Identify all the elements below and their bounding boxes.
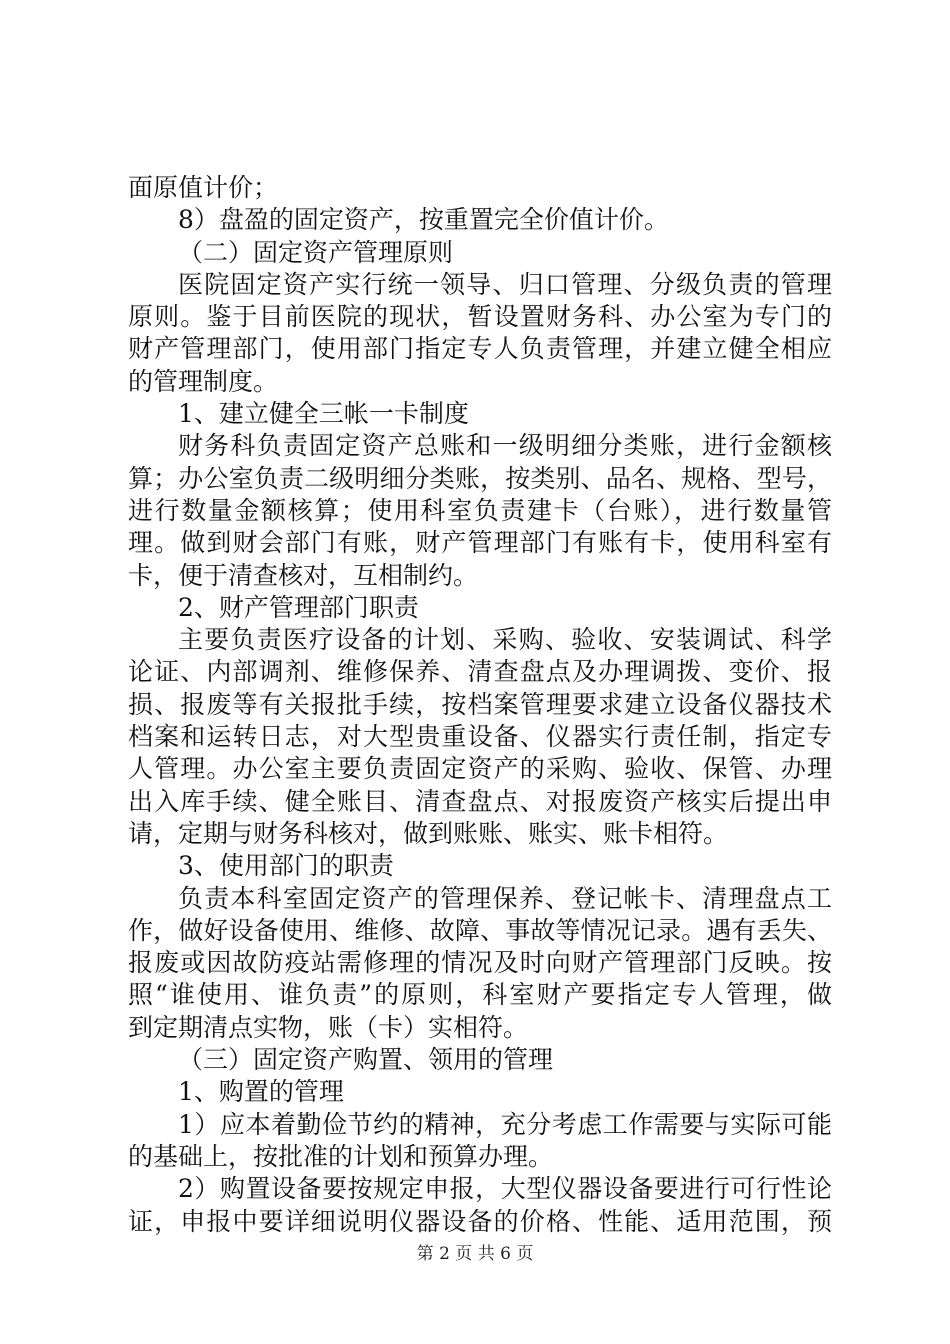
text-line: 卡，便于清查核对，互相制约。 <box>128 560 479 590</box>
text-line: 损、报废等有关报批手续，按档案管理要求建立设备仪器技术 <box>128 689 832 719</box>
text-line: 财务科负责固定资产总账和一级明细分类账，进行金额核 <box>178 431 832 461</box>
text-line: 理。做到财会部门有账，财产管理部门有账有卡，使用科室有 <box>128 528 832 558</box>
text-line: 档案和运转日志，对大型贵重设备、仪器实行责任制，指定专 <box>128 722 832 752</box>
text-line: 请，定期与财务科核对，做到账账、账实、账卡相符。 <box>128 818 729 848</box>
subsection-heading: 1、购置的管理 <box>178 1077 344 1107</box>
text-line: 医院固定资产实行统一领导、归口管理、分级负责的管理 <box>178 269 832 299</box>
subsection-heading: 2、财产管理部门职责 <box>178 592 419 622</box>
text-line: 负责本科室固定资产的管理保养、登记帐卡、清理盘点工 <box>178 883 832 913</box>
text-line: 进行数量金额核算；使用科室负责建卡（台账），进行数量管 <box>128 495 832 525</box>
text-line: 面原值计价； <box>128 173 279 202</box>
text-line: 证，申报中要详细说明仪器设备的价格、性能、适用范围，预 <box>128 1206 832 1236</box>
text-line: 到定期清点实物，账（卡）实相符。 <box>128 1012 529 1042</box>
text-line: 主要负责医疗设备的计划、采购、验收、安装调试、科学 <box>178 625 832 655</box>
document-body <box>128 172 832 1238</box>
text-line: 照“谁使用、谁负责”的原则，科室财产要指定专人管理，做 <box>128 980 832 1010</box>
text-line: 报废或因故防疫站需修理的情况及时向财产管理部门反映。按 <box>128 948 832 978</box>
text-line: 8）盘盈的固定资产，按重置完全价值计价。 <box>178 205 669 235</box>
text-line: 的基础上，按批准的计划和预算办理。 <box>128 1141 554 1171</box>
text-line: 出入库手续、健全账目、清查盘点、对报废资产核实后提出申 <box>128 786 832 816</box>
text-line: 算；办公室负责二级明细分类账，按类别、品名、规格、型号， <box>128 463 832 493</box>
page-number-footer: 第 2 页 共 6 页 <box>416 1244 534 1264</box>
text-line: 论证、内部调剂、维修保养、清查盘点及办理调拨、变价、报 <box>128 657 832 687</box>
text-line: 1）应本着勤俭节约的精神，充分考虑工作需要与实际可能 <box>178 1109 832 1139</box>
text-line: 财产管理部门，使用部门指定专人负责管理，并建立健全相应 <box>128 334 832 364</box>
section-heading: （二）固定资产管理原则 <box>178 237 454 267</box>
text-line: 作，做好设备使用、维修、故障、事故等情况记录。遇有丢失、 <box>128 915 832 945</box>
text-line: 人管理。办公室主要负责固定资产的采购、验收、保管、办理 <box>128 754 832 784</box>
text-line: 原则。鉴于目前医院的现状，暂设置财务科、办公室为专门的 <box>128 302 832 332</box>
subsection-heading: 1、建立健全三帐一卡制度 <box>178 399 469 429</box>
text-line: 的管理制度。 <box>128 366 279 396</box>
subsection-heading: 3、使用部门的职责 <box>178 851 394 881</box>
text-line: 2）购置设备要按规定申报，大型仪器设备要进行可行性论 <box>178 1174 832 1204</box>
section-heading: （三）固定资产购置、领用的管理 <box>178 1045 554 1075</box>
